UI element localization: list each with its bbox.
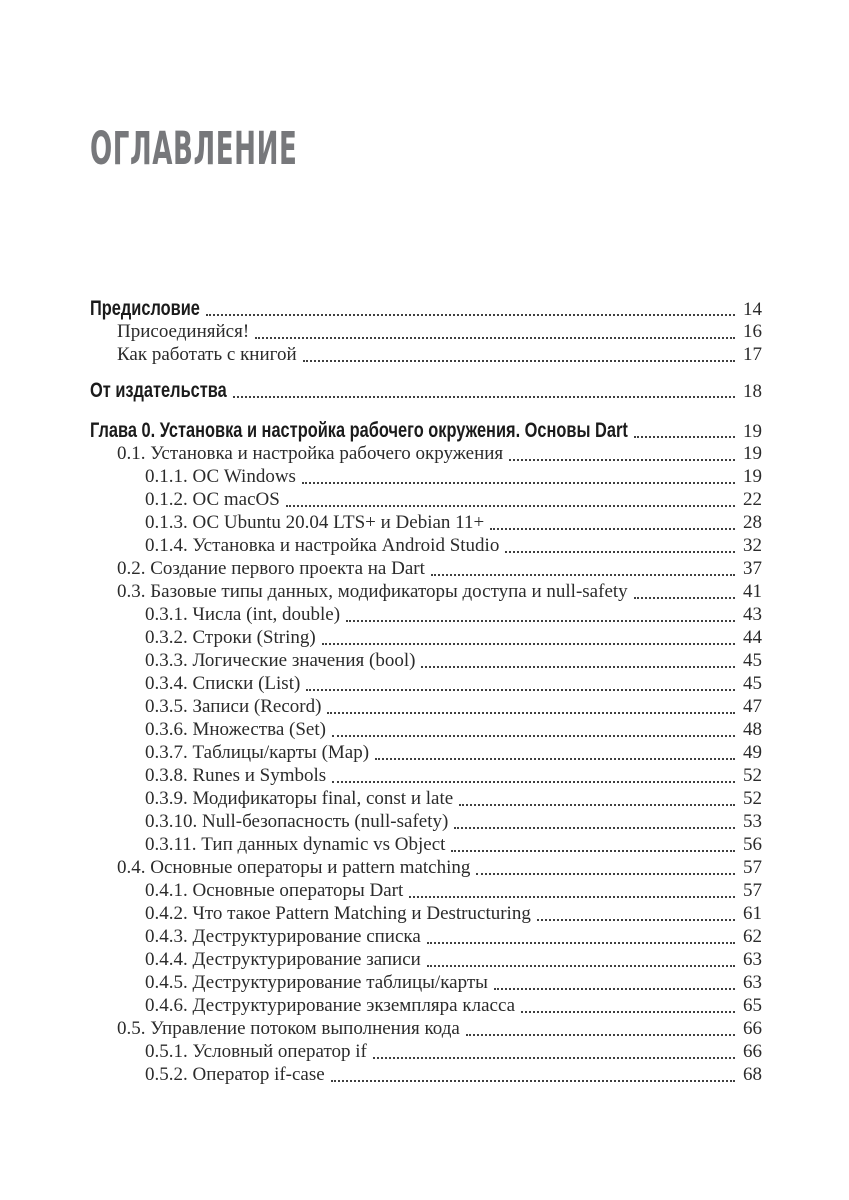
toc-entry-title: 0.4.5. Деструктурирование таблицы/карты bbox=[145, 972, 488, 993]
toc-entry-page: 61 bbox=[743, 903, 762, 924]
toc-entry bbox=[90, 419, 762, 442]
toc-entry-title: 0.3.9. Модификаторы final, const и late bbox=[145, 788, 454, 809]
toc-entry-title: 0.2. Создание первого проекта на Dart bbox=[117, 558, 425, 579]
toc-entry-page: 52 bbox=[743, 788, 762, 809]
toc-entry-title: Глава 0. Установка и настройка рабочего окружения. Основы Dart bbox=[90, 419, 628, 442]
toc-entry bbox=[90, 741, 762, 764]
toc-entry-page: 66 bbox=[743, 1018, 762, 1039]
toc-entry-page: 32 bbox=[743, 535, 762, 556]
toc-entry-title: 0.1.3. ОС Ubuntu 20.04 LTS+ и Debian 11+ bbox=[145, 512, 485, 533]
toc-entry-page: 18 bbox=[743, 381, 762, 402]
toc-entry bbox=[90, 925, 762, 948]
toc-entry-title: 0.3.6. Множества (Set) bbox=[145, 719, 326, 740]
toc-entry-page: 22 bbox=[743, 489, 762, 510]
toc-entry-page: 45 bbox=[743, 650, 762, 671]
toc-entry-title: 0.1.2. ОС macOS bbox=[145, 489, 280, 510]
dot-leader bbox=[634, 597, 735, 599]
toc-entry-page: 49 bbox=[743, 742, 762, 763]
toc-entry bbox=[90, 856, 762, 879]
toc-entry-title: 0.3.10. Null-безопасность (null-safety) bbox=[145, 811, 449, 832]
toc-entry-title: 0.3.5. Записи (Record) bbox=[145, 696, 322, 717]
dot-leader bbox=[302, 482, 735, 484]
dot-leader bbox=[306, 689, 735, 691]
toc-entry-page: 57 bbox=[743, 880, 762, 901]
toc-entry bbox=[90, 1017, 762, 1040]
toc-entry-page: 47 bbox=[743, 696, 762, 717]
toc-entry bbox=[90, 718, 762, 741]
toc-entry bbox=[90, 465, 762, 488]
toc-entry-page: 37 bbox=[743, 558, 762, 579]
toc-entry-page: 68 bbox=[743, 1064, 762, 1085]
dot-leader bbox=[327, 712, 735, 714]
toc-entry-title: Как работать с книгой bbox=[117, 344, 297, 365]
dot-leader bbox=[322, 643, 735, 645]
toc-entry bbox=[90, 320, 762, 343]
dot-leader bbox=[332, 735, 735, 737]
toc-entry bbox=[90, 379, 762, 402]
toc-entry bbox=[90, 1063, 762, 1086]
toc-entry-title: 0.1.1. ОС Windows bbox=[145, 466, 296, 487]
toc-entry bbox=[90, 672, 762, 695]
dot-leader bbox=[206, 314, 735, 316]
toc-list bbox=[90, 297, 762, 1086]
toc-entry bbox=[90, 626, 762, 649]
dot-leader bbox=[451, 850, 735, 852]
toc-entry-title: 0.5.2. Оператор if-case bbox=[145, 1064, 325, 1085]
toc-entry bbox=[90, 879, 762, 902]
toc-entry-page: 57 bbox=[743, 857, 762, 878]
toc-entry-page: 28 bbox=[743, 512, 762, 533]
toc-entry bbox=[90, 297, 762, 320]
dot-leader bbox=[494, 988, 735, 990]
toc-entry-page: 66 bbox=[743, 1041, 762, 1062]
dot-leader bbox=[427, 942, 735, 944]
toc-entry-page: 43 bbox=[743, 604, 762, 625]
toc-entry-page: 45 bbox=[743, 673, 762, 694]
toc-entry bbox=[90, 971, 762, 994]
toc-entry-page: 44 bbox=[743, 627, 762, 648]
toc-entry bbox=[90, 649, 762, 672]
dot-leader bbox=[427, 965, 735, 967]
toc-entry-page: 17 bbox=[743, 344, 762, 365]
toc-entry-title: 0.3.1. Числа (int, double) bbox=[145, 604, 341, 625]
toc-entry bbox=[90, 511, 762, 534]
toc-entry-page: 19 bbox=[743, 421, 762, 442]
toc-entry bbox=[90, 810, 762, 833]
toc-entry-title: 0.5. Управление потоком выполнения кода bbox=[117, 1018, 460, 1039]
toc-entry bbox=[90, 994, 762, 1017]
toc-content bbox=[90, 0, 762, 1086]
toc-entry-title: 0.3. Базовые типы данных, модификаторы доступа и null-safety bbox=[117, 581, 628, 602]
toc-entry-page: 53 bbox=[743, 811, 762, 832]
toc-entry bbox=[90, 764, 762, 787]
toc-entry-title: 0.4.6. Деструктурирование экземпляра класса bbox=[145, 995, 516, 1016]
dot-leader bbox=[255, 337, 735, 339]
page-title: ОГЛАВЛЕНИЕ bbox=[90, 122, 298, 175]
toc-entry bbox=[90, 580, 762, 603]
toc-entry-title: 0.3.4. Списки (List) bbox=[145, 673, 301, 694]
toc-entry bbox=[90, 557, 762, 580]
toc-entry-page: 63 bbox=[743, 972, 762, 993]
toc-entry-title: 0.4.3. Деструктурирование списка bbox=[145, 926, 421, 947]
dot-leader bbox=[505, 551, 735, 553]
dot-leader bbox=[303, 360, 735, 362]
toc-entry-page: 16 bbox=[743, 321, 762, 342]
toc-entry bbox=[90, 534, 762, 557]
toc-entry-title: Присоединяйся! bbox=[117, 321, 250, 342]
toc-entry bbox=[90, 1040, 762, 1063]
dot-leader bbox=[233, 396, 735, 398]
toc-entry bbox=[90, 902, 762, 925]
dot-leader bbox=[459, 804, 735, 806]
toc-entry-page: 63 bbox=[743, 949, 762, 970]
toc-entry-title: 0.1.4. Установка и настройка Android Studio bbox=[145, 535, 500, 556]
dot-leader bbox=[454, 827, 735, 829]
dot-leader bbox=[332, 781, 735, 783]
toc-entry-title: 0.5.1. Условный оператор if bbox=[145, 1041, 367, 1062]
toc-entry-title: 0.4.1. Основные операторы Dart bbox=[145, 880, 404, 901]
toc-entry-title: 0.3.11. Тип данных dynamic vs Object bbox=[145, 834, 446, 855]
toc-entry bbox=[90, 442, 762, 465]
toc-entry bbox=[90, 695, 762, 718]
toc-entry-page: 65 bbox=[743, 995, 762, 1016]
dot-leader bbox=[431, 574, 735, 576]
dot-leader bbox=[490, 528, 735, 530]
toc-entry-title: 0.4.4. Деструктурирование записи bbox=[145, 949, 421, 970]
dot-leader bbox=[421, 666, 735, 668]
toc-entry-title: 0.3.3. Логические значения (bool) bbox=[145, 650, 416, 671]
toc-entry-title: 0.4.2. Что такое Pattern Matching и Destructuring bbox=[145, 903, 531, 924]
toc-entry-page: 41 bbox=[743, 581, 762, 602]
toc-entry-title: 0.3.2. Строки (String) bbox=[145, 627, 316, 648]
toc-entry-title: Предисловие bbox=[90, 297, 200, 320]
dot-leader bbox=[509, 459, 735, 461]
dot-leader bbox=[466, 1034, 735, 1036]
toc-entry-page: 56 bbox=[743, 834, 762, 855]
toc-entry-title: От издательства bbox=[90, 379, 227, 402]
toc-entry-page: 52 bbox=[743, 765, 762, 786]
toc-entry-page: 48 bbox=[743, 719, 762, 740]
toc-entry bbox=[90, 488, 762, 511]
dot-leader bbox=[476, 873, 735, 875]
dot-leader bbox=[375, 758, 735, 760]
toc-entry bbox=[90, 833, 762, 856]
dot-leader bbox=[521, 1011, 735, 1013]
toc-entry-title: 0.3.7. Таблицы/карты (Map) bbox=[145, 742, 370, 763]
dot-leader bbox=[286, 505, 735, 507]
toc-entry-page: 19 bbox=[743, 466, 762, 487]
toc-entry-title: 0.4. Основные операторы и pattern matching bbox=[117, 857, 471, 878]
toc-entry-page: 19 bbox=[743, 443, 762, 464]
dot-leader bbox=[634, 436, 735, 438]
toc-entry-page: 14 bbox=[743, 299, 762, 320]
dot-leader bbox=[537, 919, 735, 921]
toc-entry-page: 62 bbox=[743, 926, 762, 947]
dot-leader bbox=[409, 896, 735, 898]
dot-leader bbox=[373, 1057, 735, 1059]
toc-entry bbox=[90, 787, 762, 810]
dot-leader bbox=[331, 1080, 735, 1082]
toc-entry bbox=[90, 603, 762, 626]
toc-entry-title: 0.3.8. Runes и Symbols bbox=[145, 765, 327, 786]
toc-entry bbox=[90, 343, 762, 366]
toc-entry bbox=[90, 948, 762, 971]
toc-entry-title: 0.1. Установка и настройка рабочего окружения bbox=[117, 443, 504, 464]
dot-leader bbox=[346, 620, 735, 622]
